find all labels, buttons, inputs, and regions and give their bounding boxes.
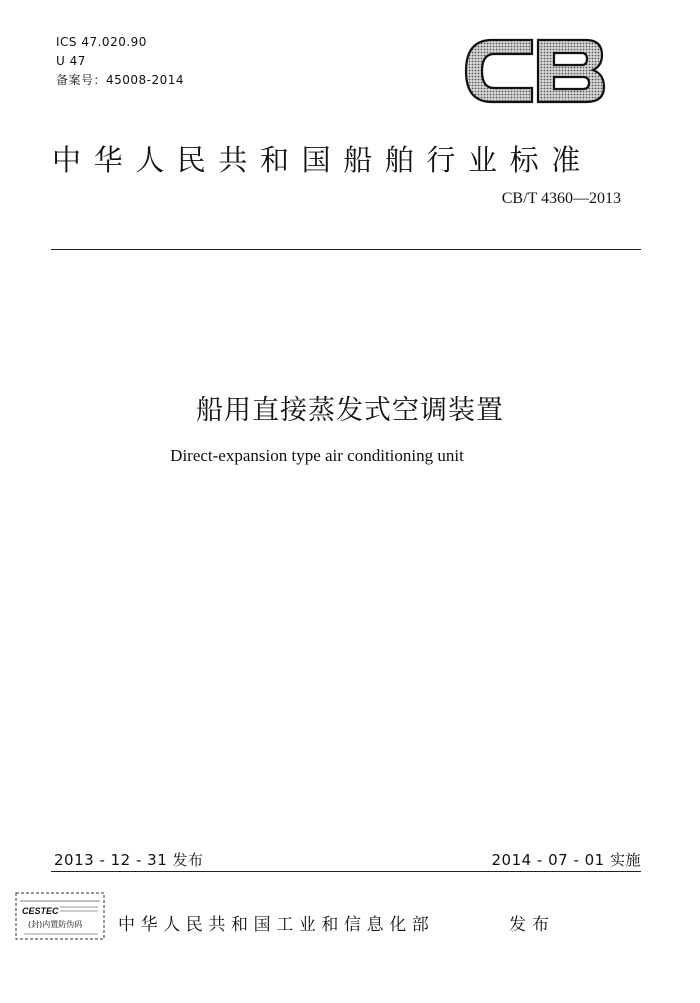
issue-date: 2013 - 12 - 31 发布: [54, 851, 204, 869]
publish-label: 发布: [509, 915, 555, 935]
standard-code: CB/T 4360—2013: [501, 190, 621, 207]
issuing-ministry: 中华人民共和国工业和信息化部: [118, 915, 435, 935]
filing-number: 备案号：45008-2014: [56, 73, 185, 87]
implementation-date: 2014 - 07 - 01 实施: [491, 851, 641, 869]
stamp-brand: CESTEC: [22, 906, 59, 916]
top-rule: [51, 249, 641, 250]
class-code: U 47: [56, 54, 86, 68]
cb-logo: [462, 36, 608, 106]
english-title: Direct-expansion type air conditioning unit: [170, 446, 464, 465]
chinese-title: 船用直接蒸发式空调装置: [196, 395, 504, 426]
organization-title: 中华人民共和国船舶行业标准: [52, 143, 593, 177]
ics-code: ICS 47.020.90: [56, 35, 147, 49]
stamp-code-label: (封)内置防伪码: [28, 920, 83, 929]
meta-block: [56, 33, 184, 90]
anti-counterfeit-stamp: [14, 887, 106, 943]
bottom-rule: [51, 871, 641, 872]
